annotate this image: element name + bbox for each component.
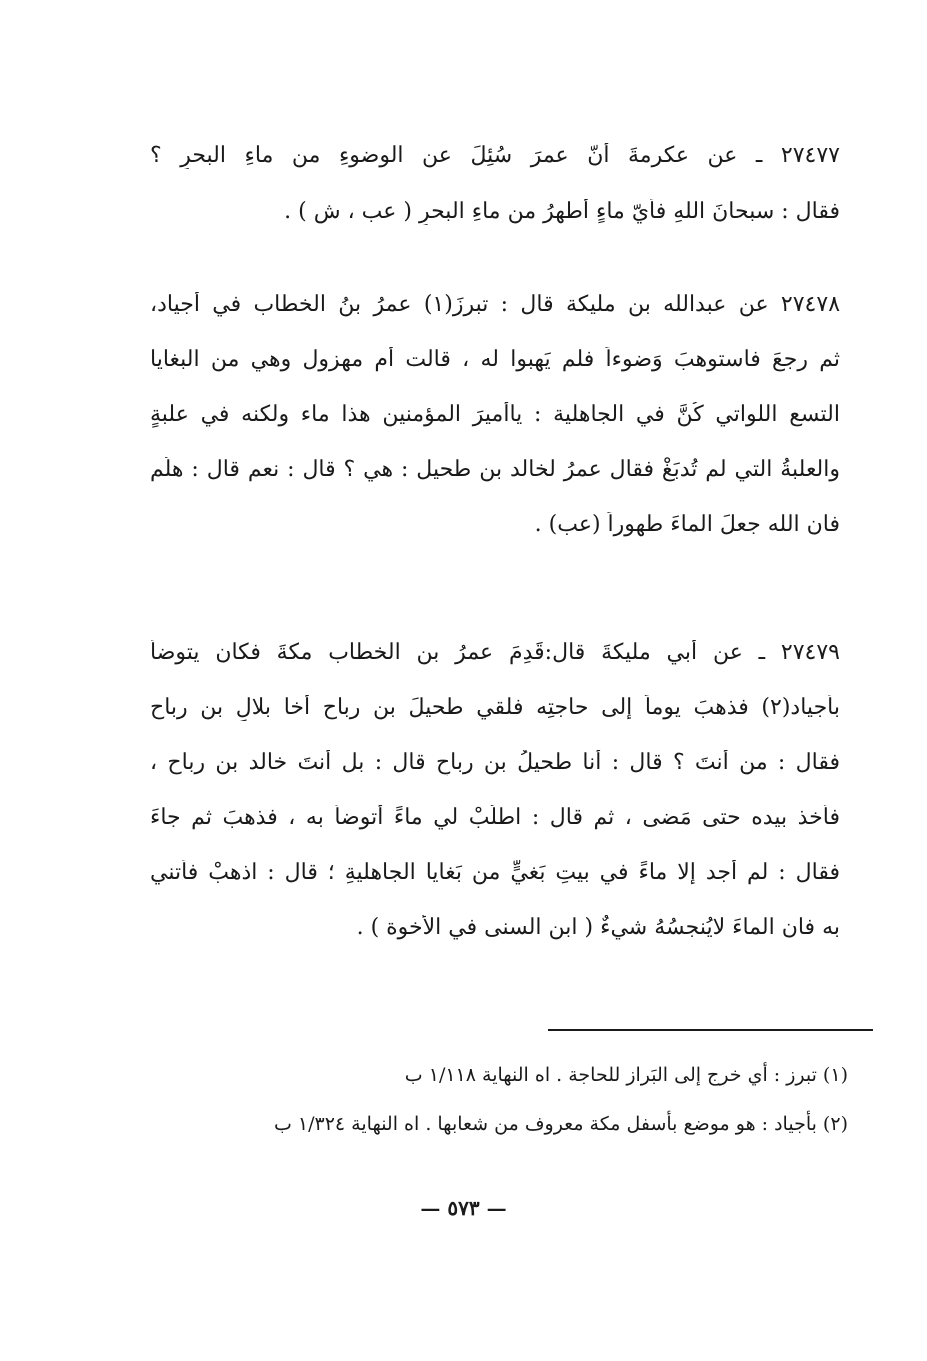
text-line: بأجياد(٢) فذهبَ يوماً إلى حاجتِه فلقي طحيلَ بن رباح أخا بلالِ بن رباح — [150, 695, 840, 720]
footnote-1: (١) تبرز : أي خرج إلى البَراز للحاجة . اه النهاية ١/١١٨ ب — [404, 1064, 848, 1086]
text-line: به فان الماءَ لايُنجسُهُ شيءٌ ( ابن السنى في الأخوة ) . — [356, 915, 840, 940]
text-line: فقال : من أنتَ ؟ قال : أنا طحيلُ بن رباحٍ قال : بل أنتَ خالد بن رباح ، — [150, 750, 840, 775]
text-line: ٢٧٤٧٧ ـ عن عكرمةَ أنّ عمرَ سُئِلَ عن الوضوءِ من ماءِ البحرِ ؟ — [150, 143, 840, 168]
hadith-27479 — [150, 640, 840, 941]
hadith-27477 — [150, 143, 840, 225]
text-line: ٢٧٤٧٨ عن عبدالله بن مليكة قال : تبرزَ(١) عمرُ بنُ الخطاب في أجياد، — [150, 292, 840, 317]
footnote-2: (٢) بأجياد : هو موضع بأسفل مكة معروف من شعابها . اه النهاية ١/٣٢٤ ب — [273, 1113, 848, 1135]
text-line: فان الله جعلَ الماءَ طهوراً (عب) . — [534, 512, 840, 537]
page-number: — ٥٧٣ — — [420, 1196, 507, 1220]
text-line: التسع اللواتي كُنَّ في الجاهلية : ياأميرَ المؤمنين هذا ماء ولكنه في علبةٍ — [150, 402, 840, 427]
text-line: فقال : لم أجد إلا ماءً في بيتِ بَغيٍّ من بَغايا الجاهليةِ ؛ قال : اذهبْ فأتني — [150, 860, 840, 885]
text-line: فأخذ بيده حتى مَضى ، ثم قال : اطلُبْ لي ماءً أتوضأ به ، فذهبَ ثم جاءَ — [150, 805, 840, 830]
hadith-27478 — [150, 292, 840, 538]
text-line: ٢٧٤٧٩ ـ عن أبي مليكةَ قال:قَدِمَ عمرُ بن الخطاب مكةَ فكان يتوضأ — [150, 640, 840, 665]
text-line: فقال : سبحانَ اللهِ فأيّ ماءٍ أطهرُ من ماءِ البحرِ ( عب ، ش ) . — [284, 199, 840, 224]
text-line: ثم رجعَ فاستوهبَ وَضوءاً فلم يَهبوا له ، قالت أم مهزول وهي من البغايا — [150, 347, 840, 372]
footnote-divider — [548, 1029, 873, 1031]
text-line: والعلبةُ التي لم تُدبَغْ فقال عمرُ لخالد بن طحيل : هي ؟ قال : نعم قال : هلُم — [150, 457, 840, 482]
